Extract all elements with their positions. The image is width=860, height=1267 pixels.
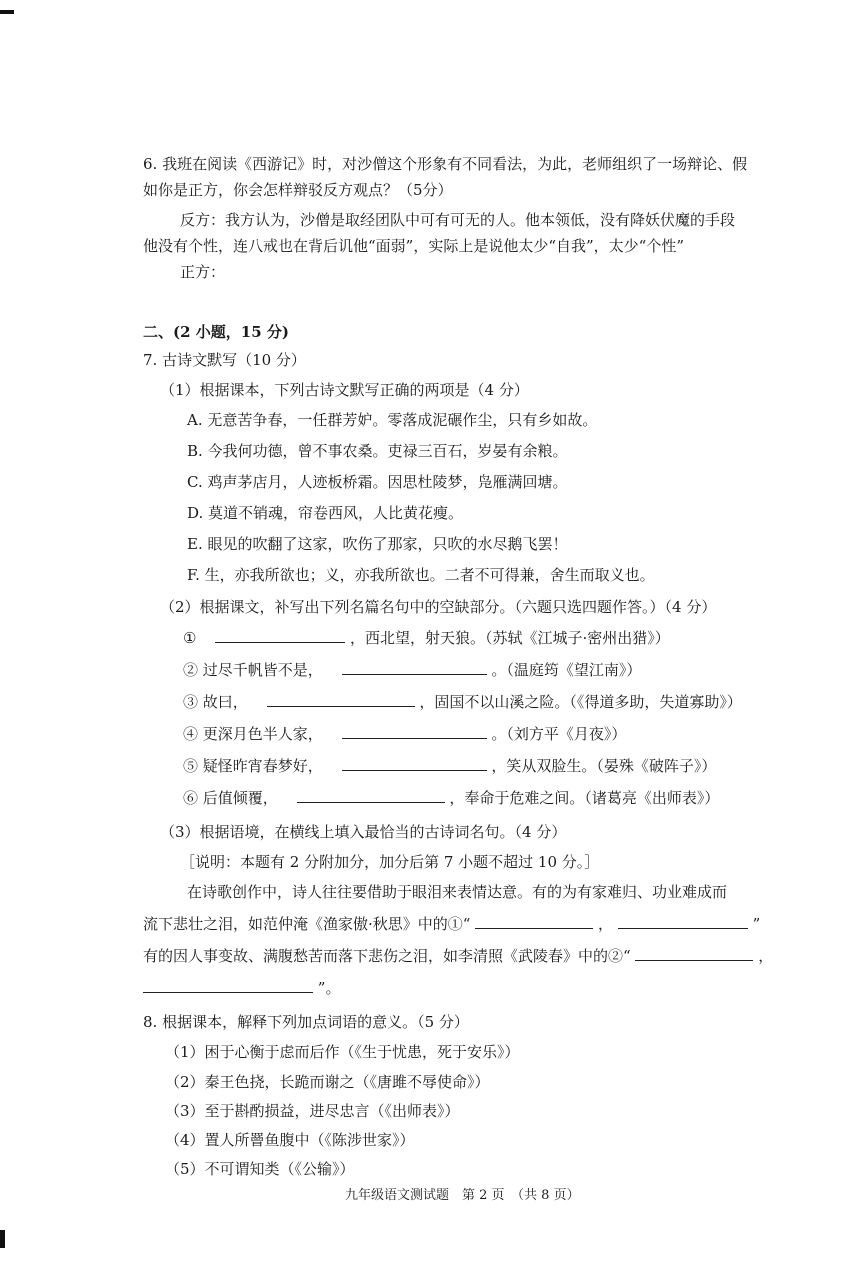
q7-part3-note: ［说明：本题有 2 分附加分，加分后第 7 小题不超过 10 分。］ <box>180 853 600 871</box>
answer-blank[interactable] <box>215 628 345 643</box>
scan-edge-mark-top <box>0 10 14 14</box>
fill-after: ，奉命于危难之间。（诸葛亮《出师表》） <box>449 789 720 807</box>
q8-title: 8. 根据课本，解释下列加点词语的意义。（5 分） <box>143 1013 469 1031</box>
q6-pro-label: 正方： <box>180 263 226 281</box>
fill-row-3 <box>183 692 742 712</box>
q7-part1-title: （1）根据课本，下列古诗文默写正确的两项是（4 分） <box>160 381 529 399</box>
q8-item-4: （4）置人所罾鱼腹中（《陈涉世家》） <box>165 1131 415 1149</box>
fill-row-6 <box>183 788 719 808</box>
q7-option-c: C. 鸡声茅店月，人迹板桥霜。因思杜陵梦，凫雁满回塘。 <box>187 473 568 491</box>
q8-item-3: （3）至于斟酌损益，进尽忠言（《出师表》） <box>165 1102 460 1120</box>
fill-row-5 <box>183 756 716 776</box>
q7-context-para4 <box>143 978 340 998</box>
context-text: 流下悲壮之泪，如范仲淹《渔家傲·秋思》中的①“ <box>143 915 471 933</box>
fill-after: ，笑从双脸生。（晏殊《破阵子》） <box>491 757 717 775</box>
q6-line1: 6. 我班在阅读《西游记》时，对沙僧这个形象有不同看法，为此，老师组织了一场辩论、假 <box>143 155 748 173</box>
fill-before: 过尽千帆皆不是， <box>202 661 323 679</box>
q7-context-para3 <box>143 946 773 966</box>
fill-before: 更深月色半人家， <box>202 725 323 743</box>
answer-blank[interactable] <box>618 914 748 929</box>
q8-item-5: （5）不可谓知类（《公输》） <box>165 1160 355 1178</box>
fill-number: ③ <box>183 693 199 711</box>
fill-before: 疑怪昨宵春梦好， <box>202 757 323 775</box>
q7-title: 7. 古诗文默写（10 分） <box>143 351 306 369</box>
q6-con-line2: 他没有个性，连八戒也在背后讥他“面弱”，实际上是说他太少“自我”，太少“个性” <box>143 237 685 255</box>
q7-option-d: D. 莫道不销魂，帘卷西风，人比黄花瘦。 <box>187 504 464 522</box>
fill-row-2 <box>183 660 641 680</box>
q7-option-e: E. 眼见的吹翻了这家，吹伤了那家，只吹的水尽鹅飞罢！ <box>187 535 568 553</box>
fill-before: 后值倾覆， <box>202 789 278 807</box>
answer-blank[interactable] <box>143 978 313 993</box>
context-text: 有的因人事变故、满腹愁苦而落下悲伤之泪，如李清照《武陵春》中的②“ <box>143 947 631 965</box>
fill-number: ⑥ <box>183 789 199 807</box>
q7-part2-title: （2）根据课文，补写出下列名篇名句中的空缺部分。（六题只选四题作答。）（4 分） <box>160 598 717 616</box>
fill-after: 。（温庭筠《望江南》） <box>491 661 642 679</box>
q8-item-2: （2）秦王色挠，长跪而谢之（《唐雎不辱使命》） <box>165 1073 490 1091</box>
q7-option-f: F. 生，亦我所欲也；义，亦我所欲也。二者不可得兼，舍生而取义也。 <box>187 566 655 584</box>
context-end: ”。 <box>317 979 341 997</box>
fill-after: 。（刘方平《月夜》） <box>491 725 627 743</box>
fill-after: ，西北望，射天狼。（苏轼《江城子·密州出猎》） <box>350 629 670 647</box>
fill-number: ⑤ <box>183 757 199 775</box>
q7-part3-title: （3）根据语境，在横线上填入最恰当的古诗词名句。（4 分） <box>160 823 567 841</box>
q7-option-b: B. 今我何功德，曾不事农桑。吏禄三百石，岁晏有余粮。 <box>187 442 568 460</box>
answer-blank[interactable] <box>342 660 487 675</box>
fill-number: ① <box>183 629 197 647</box>
section2-title: 二、(2 小题，15 分) <box>143 323 289 341</box>
scan-edge-mark-bottom <box>0 1230 5 1248</box>
fill-after: ，固国不以山溪之险。（《得道多助，失道寡助》） <box>419 693 742 711</box>
answer-blank[interactable] <box>267 692 415 707</box>
page-footer: 九年级语文测试题 第 2 页 （共 8 页） <box>345 1188 580 1203</box>
answer-blank[interactable] <box>635 946 753 961</box>
answer-blank[interactable] <box>342 724 487 739</box>
context-comma: ， <box>758 947 774 965</box>
q6-con-line1: 反方：我方认为，沙僧是取经团队中可有可无的人。他本领低，没有降妖伏魔的手段 <box>180 211 736 229</box>
context-comma: ， <box>598 915 614 933</box>
q7-context-para1: 在诗歌创作中，诗人往往要借助于眼泪来表情达意。有的为有家难归、功业难成而 <box>187 883 728 901</box>
fill-before: 故曰， <box>202 693 248 711</box>
q7-context-para2 <box>143 914 760 934</box>
answer-blank[interactable] <box>475 914 593 929</box>
q6-line2: 如你是正方，你会怎样辩驳反方观点？（5分） <box>143 181 453 199</box>
q7-option-a: A. 无意苦争春，一任群芳妒。零落成泥碾作尘，只有乡如故。 <box>187 411 598 429</box>
fill-number: ② <box>183 661 199 679</box>
context-quote-close: ” <box>752 915 761 933</box>
fill-row-1 <box>183 628 670 648</box>
answer-blank[interactable] <box>297 788 445 803</box>
fill-number: ④ <box>183 725 199 743</box>
answer-blank[interactable] <box>342 756 487 771</box>
fill-row-4 <box>183 724 626 744</box>
q8-item-1: （1）困于心衡于虑而后作（《生于忧患，死于安乐》） <box>165 1043 520 1061</box>
